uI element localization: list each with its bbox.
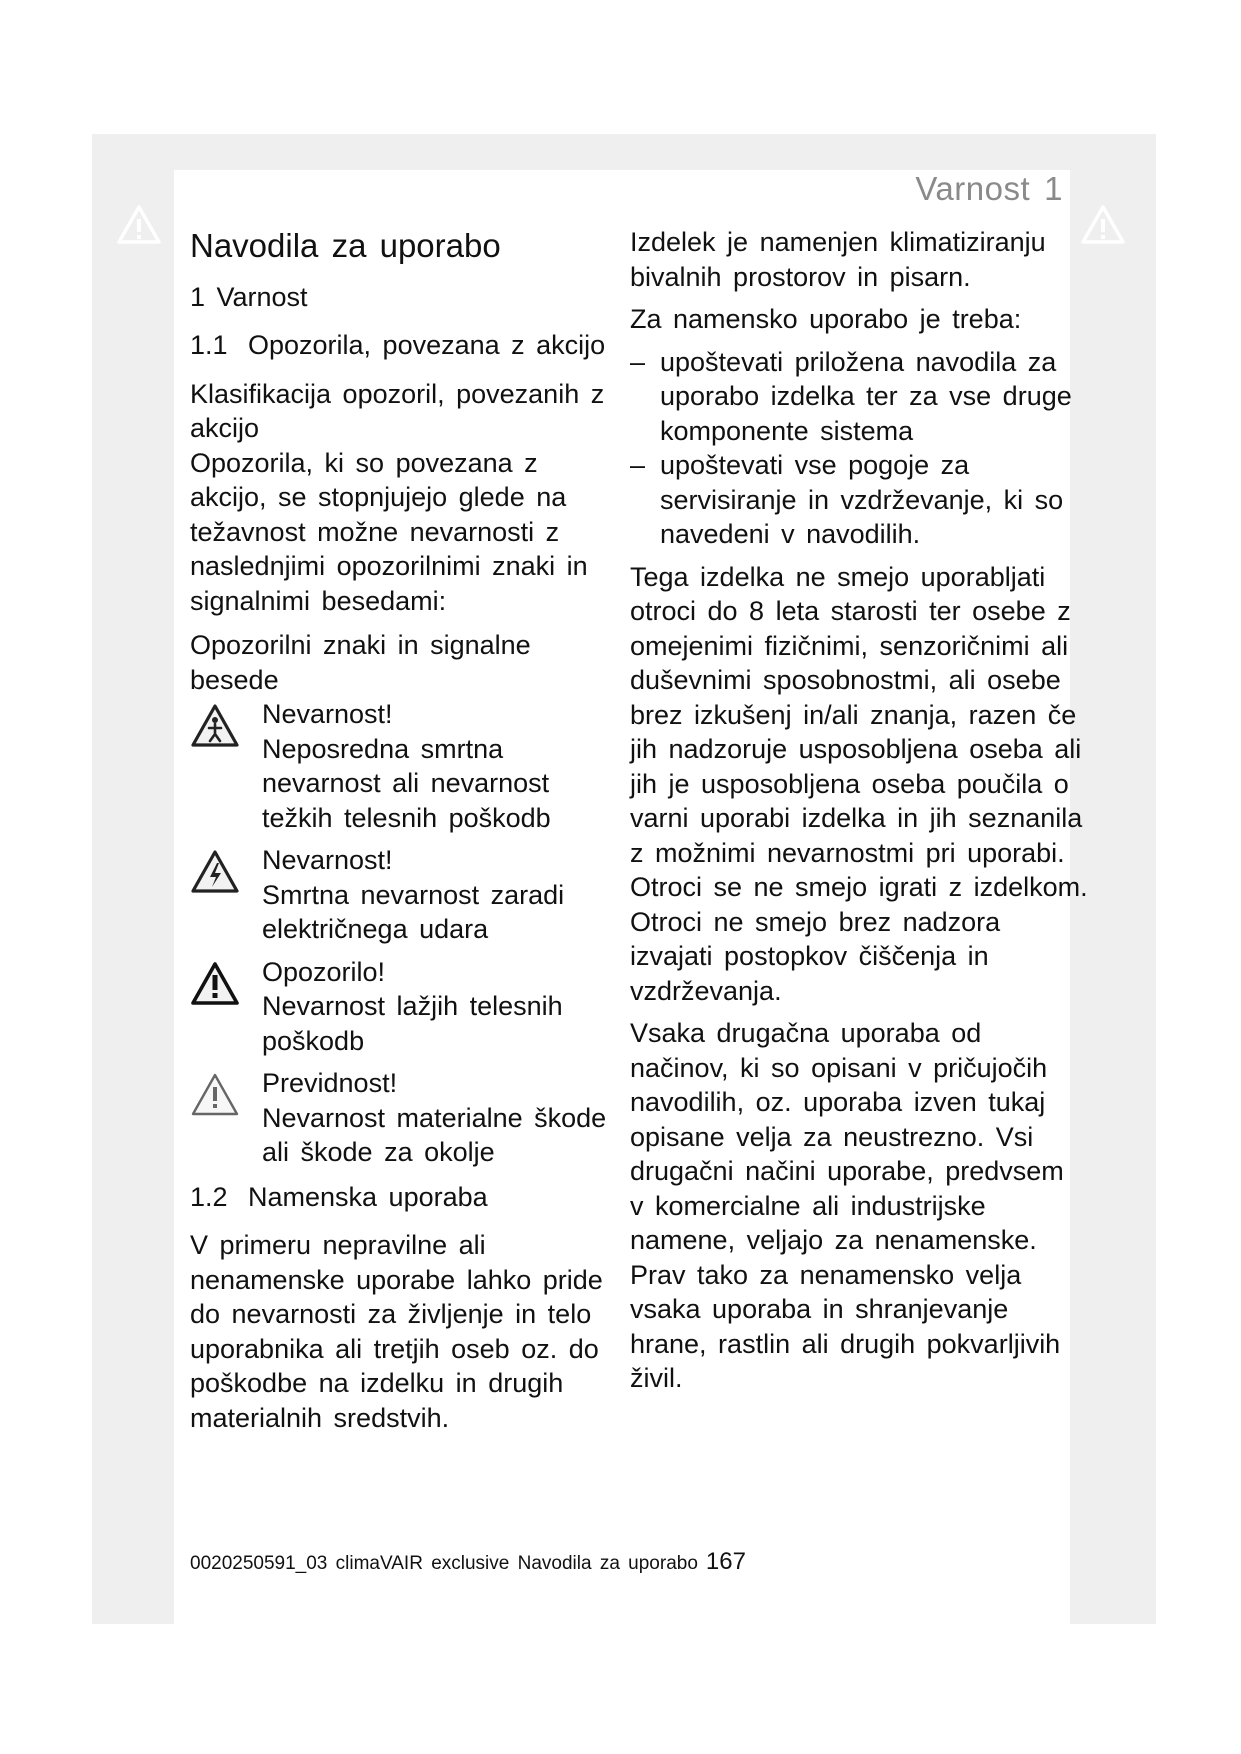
warning-text: Nevarnost materialne škode ali škode za okolje	[262, 1102, 607, 1167]
warning-item	[190, 955, 620, 1059]
subsection-number: 1.2	[190, 1181, 228, 1212]
intended-use-text: V primeru nepravilne ali nenamenske uporabe lahko pride do nevarnosti za življenje in telo uporabnika ali tretjih oseb oz. do poškodbe na izdelku in drugih materialnih sredstvih.	[190, 1230, 603, 1433]
right-column	[630, 225, 1088, 1404]
side-warning-icon	[116, 204, 162, 246]
warning-label: Nevarnost!	[262, 845, 393, 875]
section-header	[915, 170, 1063, 208]
warning-item	[190, 1066, 620, 1170]
classification-heading: Klasifikacija opozoril, povezanih z akcijo	[190, 378, 605, 443]
warning-item	[190, 697, 620, 835]
section-title: Varnost	[915, 170, 1031, 207]
left-margin-band	[92, 134, 174, 1624]
warning-label: Opozorilo!	[262, 956, 386, 987]
children-text: Tega izdelka ne smejo uporabljati otroci do 8 leta starosti ter osebe z omejenimi fizičnimi, senzoričnimi ali duševnimi sposobnostmi, ali osebe brez izkušenj in/ali znanja, razen če jih nadzoruje usposobljena oseba ali jih je usposobljena oseba poučila o varni uporabi izdelka in jih seznanila z možnimi nevarnostmi pri uporabi. Otroci se ne smejo igrati z izdelkom. Otroci ne smejo brez nadzora izvajati postopkov čiščenja in vzdrževanja.	[630, 561, 1088, 1006]
warning-text: Smrtna nevarnost zaradi električnega udara	[262, 879, 565, 944]
purpose-text: Izdelek je namenjen klimatiziranju bivalnih prostorov in pisarn.	[630, 227, 1046, 292]
header-band	[92, 134, 1156, 170]
warning-exclamation-icon	[190, 961, 240, 1007]
caution-exclamation-icon	[190, 1072, 240, 1118]
warning-item	[190, 843, 620, 947]
other-use-text: Vsaka drugačna uporaba od načinov, ki so opisani v pričujočih navodilih, oz. uporaba izven tukaj opisane velja za neustrezno. Vsi drugačni načini uporabe, predvsem v komercialne ali industrijske namene, veljajo za nenamenske. Prav tako za nenamensko velja vsaka uporaba in shranjevanje hrane, rastlin ali drugih pokvarljivih živil.	[630, 1018, 1064, 1393]
subsection-title: Opozorila, povezana z akcijo	[248, 330, 606, 360]
warning-label: Nevarnost!	[262, 699, 393, 729]
subsection-heading	[190, 1180, 620, 1215]
classification-text: Opozorila, ki so povezana z akcijo, se stopnjujejo glede na težavnost možne nevarnosti z naslednjimi opozorilnimi znaki in signalnimi besedami:	[190, 447, 588, 616]
page-number: 167	[705, 1548, 746, 1575]
subsection-number: 1.1	[190, 330, 228, 360]
chapter-heading: 1 Varnost	[190, 281, 308, 312]
requirements-list	[630, 345, 1088, 552]
danger-person-icon	[190, 703, 240, 749]
warning-label: Previdnost!	[262, 1068, 398, 1098]
electric-shock-icon	[190, 849, 240, 895]
footer-doc-info: 0020250591_03 climaVAIR exclusive Navodila za uporabo	[190, 1553, 698, 1574]
list-item: – upoštevati vse pogoje za servisiranje in vzdrževanje, ki so navedeni v navodilih.	[630, 450, 1064, 549]
section-number: 1	[1044, 170, 1063, 207]
subsection-heading	[190, 328, 620, 363]
warning-text: Neposredna smrtna nevarnost ali nevarnost težkih telesnih poškodb	[262, 733, 551, 833]
warning-text: Nevarnost lažjih telesnih poškodb	[262, 991, 563, 1056]
page-footer	[190, 1548, 746, 1576]
subsection-title: Namenska uporaba	[248, 1181, 488, 1212]
left-column	[190, 225, 620, 1443]
list-item: – upoštevati priložena navodila za uporabo izdelka ter za vse druge komponente sistema	[630, 346, 1072, 446]
doc-title: Navodila za uporabo	[190, 227, 501, 264]
requirements-intro: Za namensko uporabo je treba:	[630, 304, 1022, 334]
signs-heading: Opozorilni znaki in signalne besede	[190, 630, 531, 695]
